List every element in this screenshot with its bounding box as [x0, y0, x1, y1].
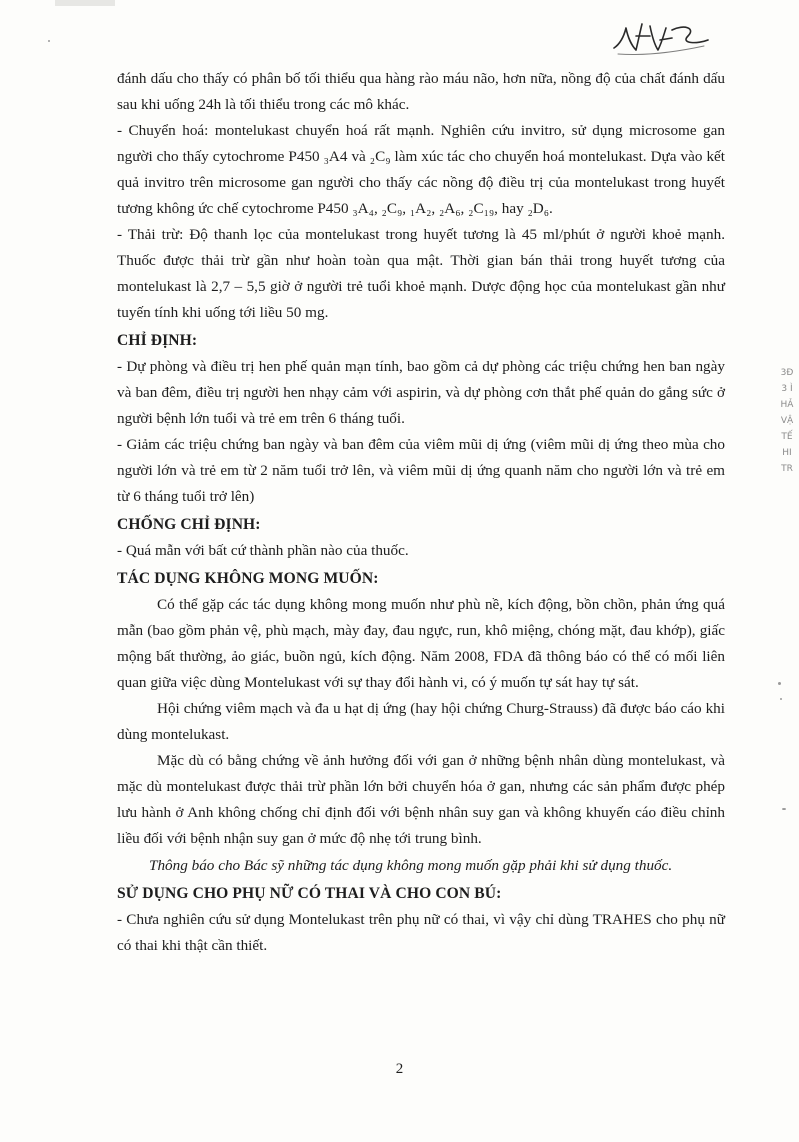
paragraph-contraindication: - Quá mẫn với bất cứ thành phần nào của thuốc.	[117, 542, 409, 559]
paragraph-metabolism: - Chuyển hoá: montelukast chuyển hoá rất mạnh. Nghiên cứu invitro, sử dụng microsome gan người cho thấy cytochrome P450 ₃A4 và ₂C₉ làm xúc tác cho chuyển hoá montelukast. Dựa vào kết quả invitro trên microsome gan người cho thấy các nồng độ điều trị của montelukast trong huyết tương không ức chế cytochrome P450 ₃A₄, ₂C₉, ₁A₂, ₂A₆, ₂C₁₉, hay ₂D₆.	[117, 122, 725, 217]
edge-mark: VẬ	[780, 416, 794, 426]
heading-contraindications: CHỐNG CHỈ ĐỊNH:	[117, 516, 261, 533]
scan-speck	[778, 682, 781, 685]
scan-speck	[780, 698, 782, 700]
paragraph-churg-strauss: Hội chứng viêm mạch và đa u hạt dị ứng (hay hội chứng Churg-Strauss) đã được báo cáo khi dùng montelukast.	[117, 700, 725, 743]
heading-side-effects: TÁC DỤNG KHÔNG MONG MUỐN:	[117, 570, 379, 587]
scan-smudge	[55, 0, 115, 6]
edge-mark: 3 Ì	[781, 384, 793, 394]
edge-mark: 3Đ	[780, 368, 794, 378]
document-body	[117, 66, 725, 959]
paragraph-elimination: - Thải trừ: Độ thanh lọc của montelukast trong huyết tương là 45 ml/phút ở người khoẻ mạnh. Thuốc được thải trừ gần như hoàn toàn qua mật. Thời gian bán thải trong huyết tương của montelukast là 2,7 – 5,5 giờ ở người trẻ tuổi khoẻ mạnh. Dược động học của montelukast gần như tuyến tính khi uống tới liều 50 mg.	[117, 226, 725, 321]
edge-mark: HI	[782, 448, 792, 458]
edge-mark: TẾ	[781, 432, 793, 442]
side-effects-notice: Thông báo cho Bác sỹ những tác dụng không mong muốn gặp phải khi sử dụng thuốc.	[149, 857, 673, 874]
stamp-edge-marks	[775, 365, 799, 505]
heading-pregnancy: SỬ DỤNG CHO PHỤ NỮ CÓ THAI VÀ CHO CON BÚ:	[117, 885, 502, 902]
paragraph-liver: Mặc dù có bằng chứng về ảnh hưởng đối với gan ở những bệnh nhân dùng montelukast, và mặc dù montelukast được thải trừ phần lớn bởi chuyển hóa ở gan, nhưng các sản phẩm được phép lưu hành ở Anh không chống chỉ định đối với bệnh nhân suy gan và không khuyến cáo điều chỉnh liều đối với bệnh nhận suy gan ở mức độ nhẹ tới trung bình.	[117, 752, 725, 847]
heading-indications: CHỈ ĐỊNH:	[117, 332, 198, 349]
paragraph-indication-rhinitis: - Giảm các triệu chứng ban ngày và ban đêm của viêm mũi dị ứng (viêm mũi dị ứng theo mùa cho người lớn và trẻ em từ 2 năm tuổi trở lên, và viêm mũi dị ứng quanh năm cho người lớn và trẻ em từ 6 tháng tuổi trở lên)	[117, 436, 725, 505]
paragraph-indication-asthma: - Dự phòng và điều trị hen phế quản mạn tính, bao gồm cả dự phòng các triệu chứng hen ban ngày và ban đêm, điều trị người hen nhạy cảm với aspirin, và dự phòng cơn thắt phế quản do gắng sức ở người bệnh lớn tuổi và trẻ em trên 6 tháng tuổi.	[117, 358, 725, 427]
paragraph-distribution: đánh dấu cho thấy có phân bố tối thiểu qua hàng rào máu não, hơn nữa, nồng độ của chất đánh dấu sau khi uống 24h là tối thiểu trong các mô khác.	[117, 70, 725, 113]
edge-mark: HẢ	[780, 400, 794, 410]
edge-mark: TR	[781, 464, 793, 474]
scan-speck	[782, 808, 786, 810]
handwritten-signature	[606, 14, 716, 64]
page-number: 2	[395, 1061, 404, 1077]
paragraph-pregnancy: - Chưa nghiên cứu sử dụng Montelukast trên phụ nữ có thai, vì vậy chỉ dùng TRAHES cho phụ nữ có thai khi thật cần thiết.	[117, 911, 725, 954]
scan-speck	[48, 40, 50, 42]
paragraph-side-effects: Có thể gặp các tác dụng không mong muốn như phù nề, kích động, bồn chồn, phản ứng quá mẫn (bao gồm phản vệ, phù mạch, mày đay, đau ngực, run, khô miệng, chóng mặt, đau khớp), giấc mộng bất thường, ảo giác, buồn ngủ, kích động. Năm 2008, FDA đã thông báo có thể có mối liên quan giữa việc dùng Montelukast với sự thay đổi hành vi, có ý muốn tự sát hay tự sát.	[117, 596, 725, 691]
